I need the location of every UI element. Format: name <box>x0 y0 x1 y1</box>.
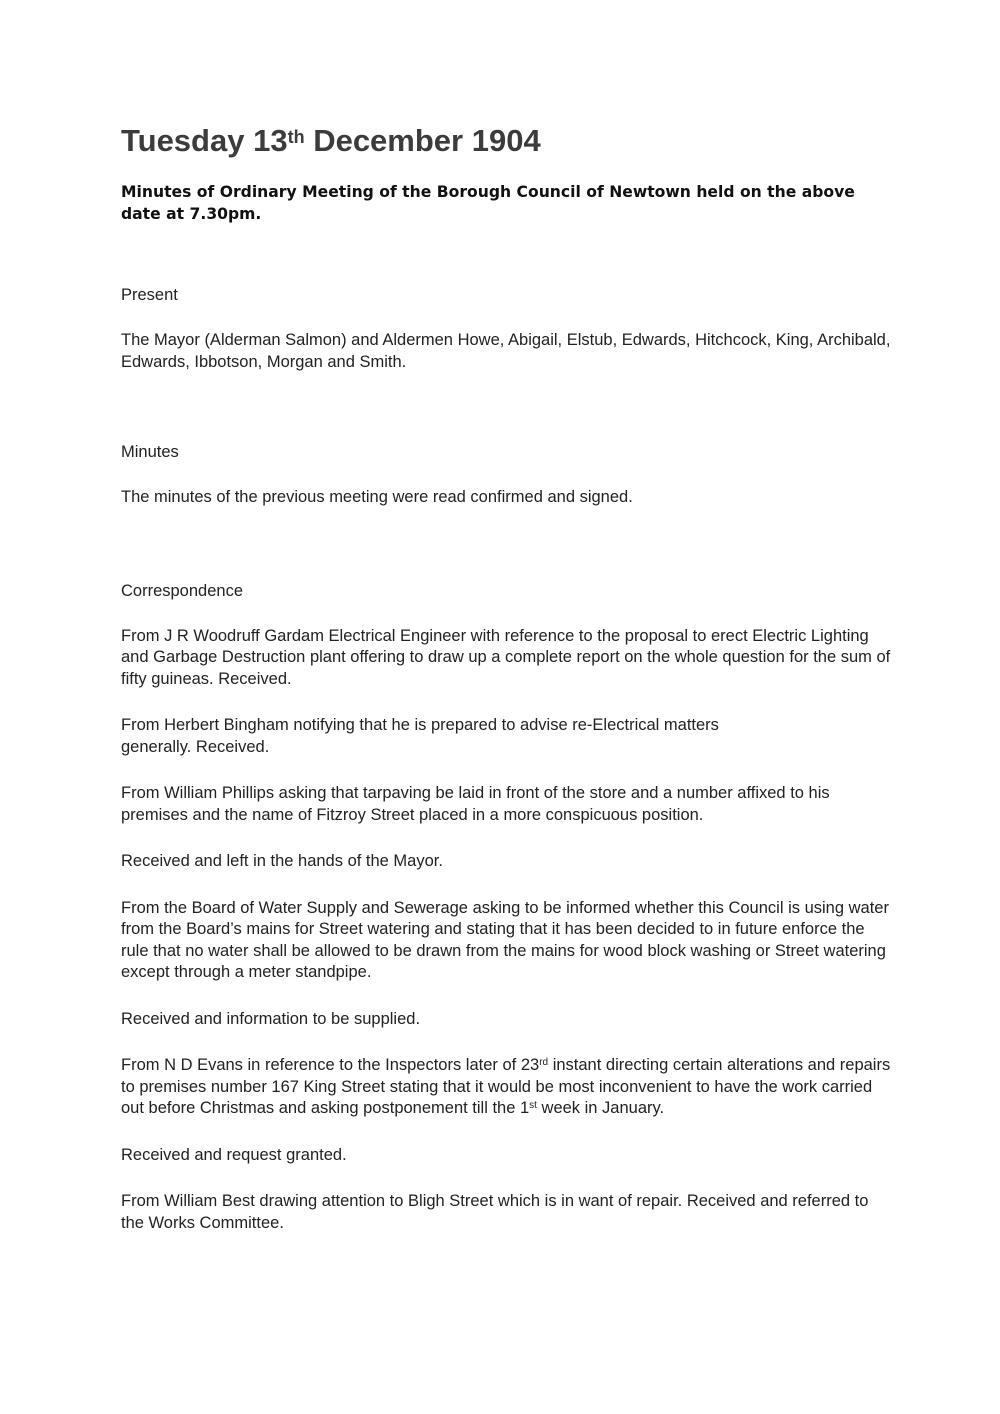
corr-5-ordinal-1: rd <box>539 1057 549 1068</box>
correspondence-item: From Herbert Bingham notifying that he is prepared to advise re-Electrical matters generally. Received. <box>121 716 719 756</box>
meeting-subtitle: Minutes of Ordinary Meeting of the Borough Council of Newtown held on the above date at 7.30pm. <box>121 183 855 223</box>
correspondence-item <box>121 1055 891 1120</box>
correspondence-item: From J R Woodruff Gardam Electrical Engineer with reference to the proposal to erect Electric Lighting and Garbage Destruction plant offering to draw up a complete report on the whole question for the sum of fifty guineas. Received. <box>121 626 891 688</box>
correspondence-result: Received and left in the hands of the Mayor. <box>121 852 443 870</box>
present-text: The Mayor (Alderman Salmon) and Aldermen Howe, Abigail, Elstub, Edwards, Hitchcock, King, Archibald, Edwards, Ibbotson, Morgan and Smith. <box>121 331 891 371</box>
corr-5-text-3: week in January. <box>536 1099 665 1117</box>
title-suffix: December 1904 <box>304 123 541 158</box>
correspondence-heading: Correspondence <box>121 581 243 600</box>
corr-5-ordinal-2: st <box>529 1100 537 1111</box>
correspondence-result: Received and request granted. <box>121 1145 347 1164</box>
minutes-heading: Minutes <box>121 443 179 461</box>
minutes-text: The minutes of the previous meeting were read confirmed and signed. <box>121 488 633 506</box>
present-heading: Present <box>121 286 178 304</box>
corr-5-text-2: instant directing certain alterations and repairs to premises number 167 King Street stating that it would be most inconvenient to have the work carried out before Christmas and asking postponement till the 1 <box>121 1056 891 1117</box>
correspondence-item: From the Board of Water Supply and Sewerage asking to be informed whether this Council is using water from the Board’s mains for Street watering and stating that it has been decided to in future enforce the rule that no water shall be allowed to be drawn from the mains for wood block washing or Street watering except through a meter standpipe. <box>121 898 889 981</box>
title-ordinal-suffix: th <box>287 127 305 147</box>
minutes-page <box>121 118 891 1234</box>
title-prefix: Tuesday 13 <box>121 123 288 158</box>
correspondence-result: Received and information to be supplied. <box>121 1009 421 1028</box>
correspondence-item: From William Phillips asking that tarpaving be laid in front of the store and a number affixed to his premises and the name of Fitzroy Street placed in a more conspicuous position. <box>121 784 830 824</box>
corr-5-text-1: From N D Evans in reference to the Inspectors later of 23 <box>121 1056 540 1074</box>
correspondence-item: From William Best drawing attention to Bligh Street which is in want of repair. Received and referred to the Works Committee. <box>121 1192 869 1232</box>
page-title <box>121 118 891 164</box>
